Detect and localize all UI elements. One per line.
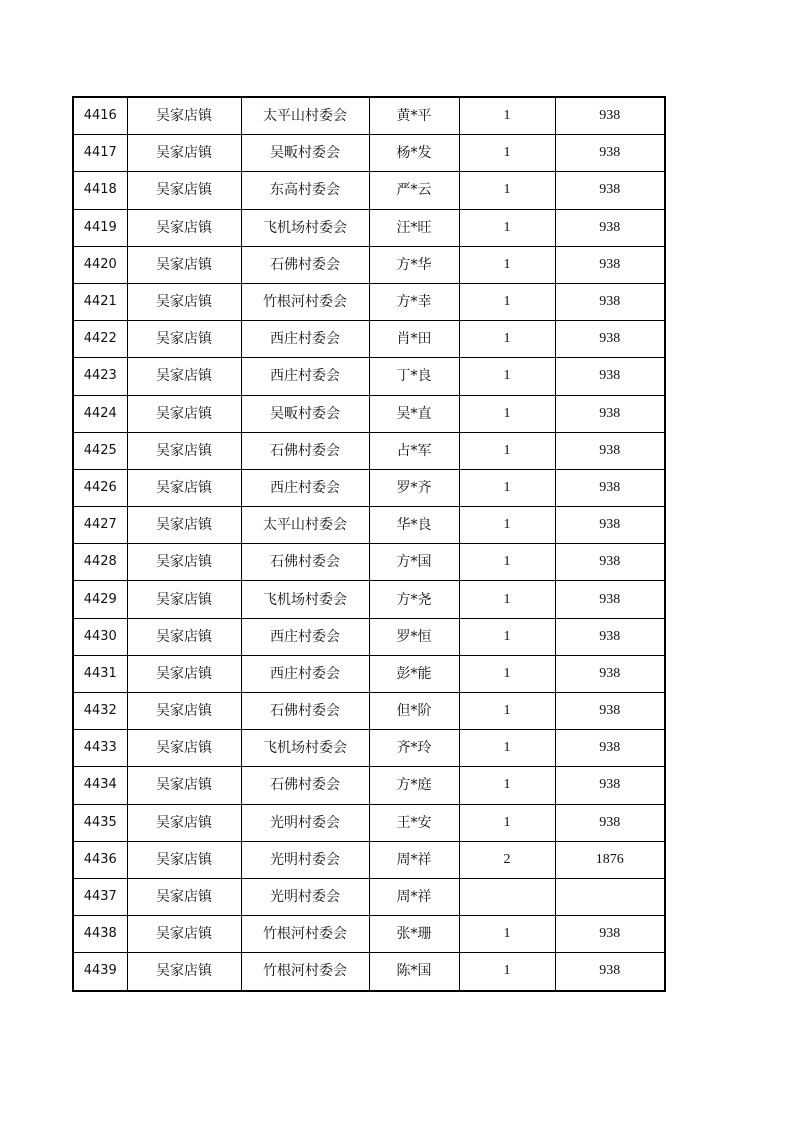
record-number-cell: 4431 bbox=[73, 655, 127, 692]
amount-cell bbox=[555, 878, 665, 915]
town-cell: 吴家店镇 bbox=[127, 544, 241, 581]
count-cell: 1 bbox=[459, 544, 555, 581]
person-name-cell: 方*华 bbox=[369, 246, 459, 283]
person-name-cell: 肖*田 bbox=[369, 321, 459, 358]
table-row bbox=[73, 97, 665, 135]
count-cell: 1 bbox=[459, 804, 555, 841]
table-row bbox=[73, 878, 665, 915]
village-committee-cell: 石佛村委会 bbox=[241, 432, 369, 469]
record-number-cell: 4417 bbox=[73, 135, 127, 172]
person-name-cell: 方*尧 bbox=[369, 581, 459, 618]
record-number-cell: 4421 bbox=[73, 283, 127, 320]
person-name-cell: 严*云 bbox=[369, 172, 459, 209]
table-row bbox=[73, 283, 665, 320]
amount-cell: 938 bbox=[555, 693, 665, 730]
village-committee-cell: 西庄村委会 bbox=[241, 469, 369, 506]
record-number-cell: 4432 bbox=[73, 693, 127, 730]
person-name-cell: 彭*能 bbox=[369, 655, 459, 692]
count-cell: 1 bbox=[459, 135, 555, 172]
table-row bbox=[73, 358, 665, 395]
count-cell: 1 bbox=[459, 97, 555, 135]
count-cell: 1 bbox=[459, 655, 555, 692]
count-cell: 1 bbox=[459, 283, 555, 320]
table-row bbox=[73, 321, 665, 358]
amount-cell: 1876 bbox=[555, 841, 665, 878]
amount-cell: 938 bbox=[555, 916, 665, 953]
town-cell: 吴家店镇 bbox=[127, 97, 241, 135]
record-number-cell: 4416 bbox=[73, 97, 127, 135]
table-row bbox=[73, 655, 665, 692]
amount-cell: 938 bbox=[555, 172, 665, 209]
village-committee-cell: 西庄村委会 bbox=[241, 655, 369, 692]
record-number-cell: 4425 bbox=[73, 432, 127, 469]
town-cell: 吴家店镇 bbox=[127, 209, 241, 246]
table-row bbox=[73, 172, 665, 209]
record-number-cell: 4428 bbox=[73, 544, 127, 581]
amount-cell: 938 bbox=[555, 804, 665, 841]
town-cell: 吴家店镇 bbox=[127, 432, 241, 469]
village-committee-cell: 吴畈村委会 bbox=[241, 395, 369, 432]
village-committee-cell: 西庄村委会 bbox=[241, 358, 369, 395]
amount-cell: 938 bbox=[555, 432, 665, 469]
town-cell: 吴家店镇 bbox=[127, 655, 241, 692]
table-row bbox=[73, 841, 665, 878]
person-name-cell: 方*幸 bbox=[369, 283, 459, 320]
table-row bbox=[73, 432, 665, 469]
amount-cell: 938 bbox=[555, 209, 665, 246]
person-name-cell: 但*阶 bbox=[369, 693, 459, 730]
record-number-cell: 4427 bbox=[73, 507, 127, 544]
town-cell: 吴家店镇 bbox=[127, 283, 241, 320]
person-name-cell: 方*庭 bbox=[369, 767, 459, 804]
village-committee-cell: 西庄村委会 bbox=[241, 321, 369, 358]
town-cell: 吴家店镇 bbox=[127, 618, 241, 655]
record-number-cell: 4420 bbox=[73, 246, 127, 283]
amount-cell: 938 bbox=[555, 730, 665, 767]
count-cell: 1 bbox=[459, 172, 555, 209]
count-cell: 1 bbox=[459, 916, 555, 953]
village-committee-cell: 竹根河村委会 bbox=[241, 953, 369, 991]
amount-cell: 938 bbox=[555, 767, 665, 804]
town-cell: 吴家店镇 bbox=[127, 730, 241, 767]
table-row bbox=[73, 693, 665, 730]
record-number-cell: 4437 bbox=[73, 878, 127, 915]
amount-cell: 938 bbox=[555, 469, 665, 506]
person-name-cell: 周*祥 bbox=[369, 841, 459, 878]
amount-cell: 938 bbox=[555, 655, 665, 692]
record-number-cell: 4423 bbox=[73, 358, 127, 395]
amount-cell: 938 bbox=[555, 321, 665, 358]
count-cell: 1 bbox=[459, 469, 555, 506]
table-row bbox=[73, 618, 665, 655]
town-cell: 吴家店镇 bbox=[127, 767, 241, 804]
town-cell: 吴家店镇 bbox=[127, 804, 241, 841]
table-row bbox=[73, 135, 665, 172]
count-cell: 1 bbox=[459, 209, 555, 246]
person-name-cell: 华*良 bbox=[369, 507, 459, 544]
amount-cell: 938 bbox=[555, 618, 665, 655]
count-cell: 1 bbox=[459, 321, 555, 358]
record-number-cell: 4422 bbox=[73, 321, 127, 358]
record-number-cell: 4419 bbox=[73, 209, 127, 246]
count-cell: 1 bbox=[459, 953, 555, 991]
count-cell: 1 bbox=[459, 581, 555, 618]
village-committee-cell: 石佛村委会 bbox=[241, 693, 369, 730]
town-cell: 吴家店镇 bbox=[127, 246, 241, 283]
village-committee-cell: 吴畈村委会 bbox=[241, 135, 369, 172]
subsidy-roster-table bbox=[72, 96, 666, 992]
table-row bbox=[73, 209, 665, 246]
town-cell: 吴家店镇 bbox=[127, 878, 241, 915]
table-row bbox=[73, 730, 665, 767]
village-committee-cell: 西庄村委会 bbox=[241, 618, 369, 655]
town-cell: 吴家店镇 bbox=[127, 507, 241, 544]
count-cell: 1 bbox=[459, 693, 555, 730]
town-cell: 吴家店镇 bbox=[127, 953, 241, 991]
record-number-cell: 4433 bbox=[73, 730, 127, 767]
record-number-cell: 4434 bbox=[73, 767, 127, 804]
person-name-cell: 杨*发 bbox=[369, 135, 459, 172]
table-body bbox=[73, 97, 665, 991]
count-cell: 1 bbox=[459, 618, 555, 655]
town-cell: 吴家店镇 bbox=[127, 321, 241, 358]
count-cell bbox=[459, 878, 555, 915]
village-committee-cell: 石佛村委会 bbox=[241, 767, 369, 804]
count-cell: 2 bbox=[459, 841, 555, 878]
village-committee-cell: 光明村委会 bbox=[241, 841, 369, 878]
amount-cell: 938 bbox=[555, 358, 665, 395]
amount-cell: 938 bbox=[555, 135, 665, 172]
town-cell: 吴家店镇 bbox=[127, 469, 241, 506]
village-committee-cell: 石佛村委会 bbox=[241, 544, 369, 581]
record-number-cell: 4426 bbox=[73, 469, 127, 506]
count-cell: 1 bbox=[459, 767, 555, 804]
town-cell: 吴家店镇 bbox=[127, 172, 241, 209]
amount-cell: 938 bbox=[555, 283, 665, 320]
table-row bbox=[73, 953, 665, 991]
record-number-cell: 4430 bbox=[73, 618, 127, 655]
town-cell: 吴家店镇 bbox=[127, 358, 241, 395]
person-name-cell: 齐*玲 bbox=[369, 730, 459, 767]
person-name-cell: 丁*良 bbox=[369, 358, 459, 395]
amount-cell: 938 bbox=[555, 97, 665, 135]
village-committee-cell: 飞机场村委会 bbox=[241, 730, 369, 767]
village-committee-cell: 飞机场村委会 bbox=[241, 581, 369, 618]
amount-cell: 938 bbox=[555, 581, 665, 618]
person-name-cell: 占*军 bbox=[369, 432, 459, 469]
person-name-cell: 陈*国 bbox=[369, 953, 459, 991]
record-number-cell: 4418 bbox=[73, 172, 127, 209]
table-row bbox=[73, 246, 665, 283]
person-name-cell: 王*安 bbox=[369, 804, 459, 841]
person-name-cell: 张*珊 bbox=[369, 916, 459, 953]
amount-cell: 938 bbox=[555, 953, 665, 991]
town-cell: 吴家店镇 bbox=[127, 135, 241, 172]
town-cell: 吴家店镇 bbox=[127, 395, 241, 432]
amount-cell: 938 bbox=[555, 544, 665, 581]
table-row bbox=[73, 544, 665, 581]
person-name-cell: 黄*平 bbox=[369, 97, 459, 135]
table-row bbox=[73, 804, 665, 841]
count-cell: 1 bbox=[459, 246, 555, 283]
table-row bbox=[73, 916, 665, 953]
table-row bbox=[73, 767, 665, 804]
village-committee-cell: 竹根河村委会 bbox=[241, 916, 369, 953]
table-row bbox=[73, 507, 665, 544]
table-row bbox=[73, 581, 665, 618]
table-row bbox=[73, 469, 665, 506]
town-cell: 吴家店镇 bbox=[127, 581, 241, 618]
village-committee-cell: 光明村委会 bbox=[241, 804, 369, 841]
village-committee-cell: 飞机场村委会 bbox=[241, 209, 369, 246]
village-committee-cell: 太平山村委会 bbox=[241, 507, 369, 544]
amount-cell: 938 bbox=[555, 507, 665, 544]
village-committee-cell: 东高村委会 bbox=[241, 172, 369, 209]
town-cell: 吴家店镇 bbox=[127, 841, 241, 878]
person-name-cell: 方*国 bbox=[369, 544, 459, 581]
village-committee-cell: 太平山村委会 bbox=[241, 97, 369, 135]
person-name-cell: 罗*恒 bbox=[369, 618, 459, 655]
count-cell: 1 bbox=[459, 395, 555, 432]
count-cell: 1 bbox=[459, 432, 555, 469]
amount-cell: 938 bbox=[555, 395, 665, 432]
record-number-cell: 4429 bbox=[73, 581, 127, 618]
record-number-cell: 4435 bbox=[73, 804, 127, 841]
count-cell: 1 bbox=[459, 358, 555, 395]
village-committee-cell: 竹根河村委会 bbox=[241, 283, 369, 320]
person-name-cell: 周*祥 bbox=[369, 878, 459, 915]
record-number-cell: 4424 bbox=[73, 395, 127, 432]
record-number-cell: 4438 bbox=[73, 916, 127, 953]
record-number-cell: 4439 bbox=[73, 953, 127, 991]
person-name-cell: 吴*直 bbox=[369, 395, 459, 432]
village-committee-cell: 石佛村委会 bbox=[241, 246, 369, 283]
count-cell: 1 bbox=[459, 507, 555, 544]
count-cell: 1 bbox=[459, 730, 555, 767]
town-cell: 吴家店镇 bbox=[127, 916, 241, 953]
person-name-cell: 汪*旺 bbox=[369, 209, 459, 246]
person-name-cell: 罗*齐 bbox=[369, 469, 459, 506]
amount-cell: 938 bbox=[555, 246, 665, 283]
table-row bbox=[73, 395, 665, 432]
town-cell: 吴家店镇 bbox=[127, 693, 241, 730]
record-number-cell: 4436 bbox=[73, 841, 127, 878]
village-committee-cell: 光明村委会 bbox=[241, 878, 369, 915]
